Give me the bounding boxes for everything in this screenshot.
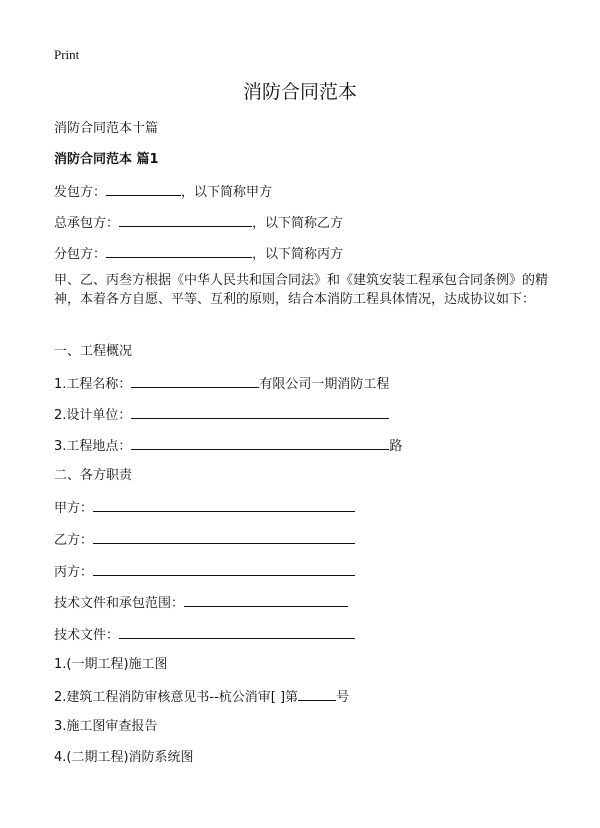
print-link[interactable]: Print <box>54 47 80 62</box>
tech-scope-blank <box>184 593 348 607</box>
party-employer-line <box>54 182 272 202</box>
duty-a-line <box>54 498 355 518</box>
project-location-suffix: 路 <box>389 439 403 454</box>
doc-list-item-2-suffix: 号 <box>336 690 350 705</box>
duty-b-label: 乙方： <box>54 533 94 548</box>
doc-list-item-3: 3.施工图审查报告 <box>54 719 158 734</box>
duty-c-line <box>54 562 355 582</box>
section-overview-heading: 一、工程概况 <box>54 344 133 359</box>
doc-list-item-2 <box>54 687 349 707</box>
project-name-suffix: 有限公司一期消防工程 <box>259 377 390 392</box>
party-contractor-label: 总承包方： <box>54 216 120 231</box>
doc-list-item-4: 4.(二期工程)消防系统图 <box>54 750 194 765</box>
party-subcontractor-line <box>54 244 343 264</box>
project-name-line <box>54 374 389 394</box>
design-unit-line <box>54 405 389 425</box>
document-title: 消防合同范本 <box>242 81 357 103</box>
project-name-blank <box>131 374 259 388</box>
tech-docs-line <box>54 625 355 645</box>
section-duties-heading: 二、各方职责 <box>54 468 133 483</box>
duty-a-label: 甲方： <box>54 501 94 516</box>
doc-list-item-2-blank <box>298 687 336 701</box>
party-subcontractor-label: 分包方： <box>54 247 107 262</box>
intro-paragraph: 甲、乙、丙叁方根据《中华人民共和国合同法》和《建筑安装工程承包合同条例》的精神，本着各方自愿、平等、互利的原则，结合本消防工程具体情况，达成协议如下： <box>54 273 549 307</box>
project-location-line <box>54 436 402 456</box>
tech-docs-label: 技术文件： <box>54 628 120 643</box>
party-employer-label: 发包方： <box>54 185 107 200</box>
project-location-blank <box>131 436 389 450</box>
duty-b-line <box>54 530 355 550</box>
party-employer-suffix: ，以下简称甲方 <box>181 185 273 200</box>
duty-a-blank <box>93 498 355 512</box>
tech-docs-blank <box>119 625 355 639</box>
doc-list-item-1: 1.(一期工程)施工图 <box>54 657 168 672</box>
tech-scope-line <box>54 593 348 613</box>
doc-list-item-2-text: 2.建筑工程消防审核意见书--杭公消审[ ]第 <box>54 690 299 705</box>
party-subcontractor-blank <box>106 244 252 258</box>
document-subtitle: 消防合同范本十篇 <box>54 121 159 136</box>
party-employer-blank <box>106 182 181 196</box>
duty-b-blank <box>93 530 355 544</box>
design-unit-label: 2.设计单位： <box>54 408 132 423</box>
section-heading: 消防合同范本 篇1 <box>54 152 159 167</box>
duty-c-blank <box>93 562 355 576</box>
party-contractor-suffix: ，以下简称乙方 <box>252 216 344 231</box>
tech-scope-label: 技术文件和承包范围： <box>54 596 185 611</box>
duty-c-label: 丙方： <box>54 565 94 580</box>
party-subcontractor-suffix: ，以下简称丙方 <box>252 247 344 262</box>
party-contractor-line <box>54 213 343 233</box>
project-name-label: 1.工程名称： <box>54 377 132 392</box>
party-contractor-blank <box>119 213 252 227</box>
project-location-label: 3.工程地点： <box>54 439 132 454</box>
design-unit-blank <box>131 405 389 419</box>
